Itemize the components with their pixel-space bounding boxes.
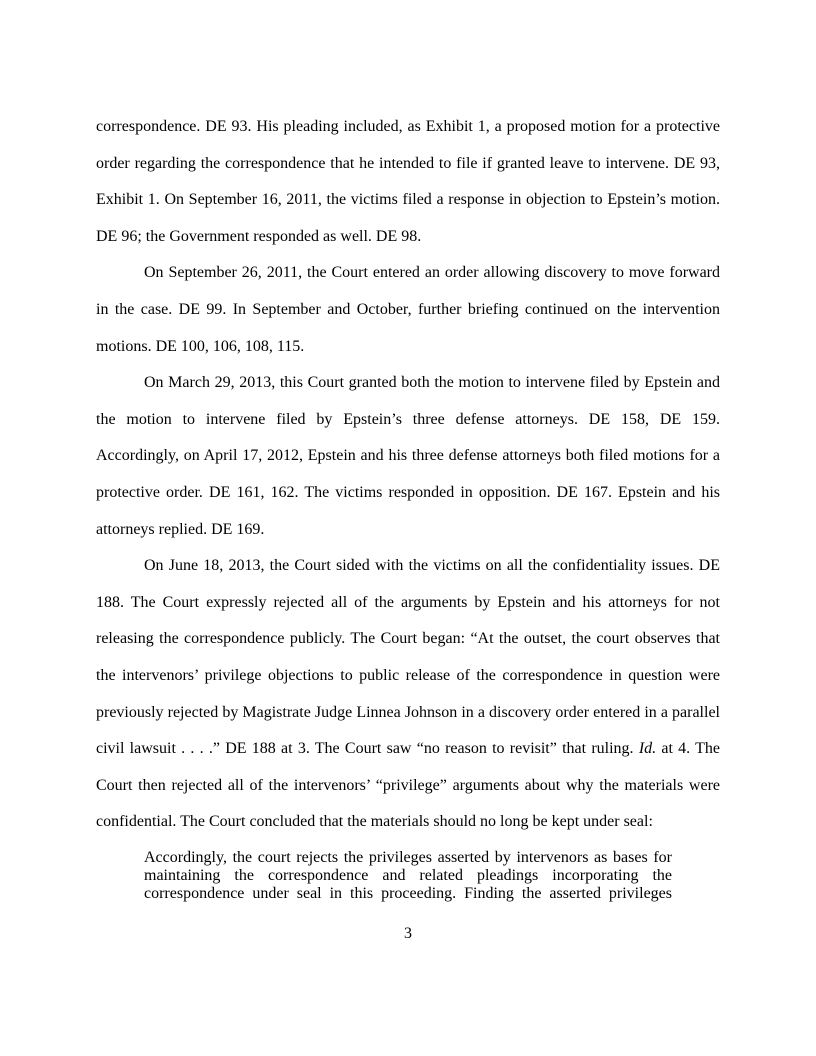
text-segment: at 4. The — [656, 740, 721, 758]
text-line: Exhibit 1. On September 16, 2011, the victims filed a response in objection to Epstein’s motion. — [96, 191, 720, 209]
text-line: attorneys replied. DE 169. — [96, 520, 265, 538]
page-number: 3 — [404, 925, 412, 942]
text-line: Court then rejected all of the intervenors’ “privilege” arguments about why the materials were — [96, 776, 720, 794]
text-line: On September 26, 2011, the Court entered an order allowing discovery to move forward — [144, 264, 720, 282]
text-line-with-citation — [96, 731, 720, 768]
text-line: in the case. DE 99. In September and October, further briefing continued on the intervention — [96, 300, 720, 318]
quote-line: Accordingly, the court rejects the privileges asserted by intervenors as bases for — [144, 849, 672, 866]
text-line: correspondence. DE 93. His pleading included, as Exhibit 1, a proposed motion for a protective — [96, 118, 720, 135]
quote-line: maintaining the correspondence and related pleadings incorporating the — [144, 867, 672, 884]
text-line: confidential. The Court concluded that the materials should no long be kept under seal: — [96, 813, 653, 831]
text-line: protective order. DE 161, 162. The victims responded in opposition. DE 167. Epstein and his — [96, 483, 720, 501]
text-line: order regarding the correspondence that he intended to file if granted leave to intervene. DE 93, — [96, 154, 720, 172]
text-line: previously rejected by Magistrate Judge Linnea Johnson in a discovery order entered in a parallel — [96, 703, 720, 721]
text-line: motions. DE 100, 106, 108, 115. — [96, 337, 305, 355]
paragraph-2 — [96, 255, 720, 365]
text-segment: civil lawsuit . . . .” DE 188 at 3. The Court saw “no reason to revisit” that ruling. — [96, 740, 634, 758]
text-line: On June 18, 2013, the Court sided with the victims on all the confidentiality issues. DE — [144, 557, 720, 575]
text-line: the intervenors’ privilege objections to public release of the correspondence in question were — [96, 666, 720, 684]
text-line: the motion to intervene filed by Epstein’s three defense attorneys. DE 158, DE 159. — [96, 410, 720, 428]
paragraph-4 — [96, 548, 720, 841]
quote-line: correspondence under seal in this proceeding. Finding the asserted privileges — [144, 885, 672, 902]
text-line: DE 96; the Government responded as well. DE 98. — [96, 227, 422, 245]
paragraph-1 — [96, 109, 720, 255]
text-line: On March 29, 2013, this Court granted both the motion to intervene filed by Epstein and — [144, 374, 720, 392]
block-quote — [144, 849, 672, 903]
document-body — [96, 109, 720, 841]
text-line: Accordingly, on April 17, 2012, Epstein and his three defense attorneys both filed motions for a — [96, 447, 720, 465]
id-citation: Id. — [638, 740, 657, 758]
paragraph-3 — [96, 365, 720, 548]
text-line: 188. The Court expressly rejected all of the arguments by Epstein and his attorneys for not — [96, 593, 720, 611]
text-line: releasing the correspondence publicly. The Court began: “At the outset, the court observes that — [96, 630, 720, 648]
